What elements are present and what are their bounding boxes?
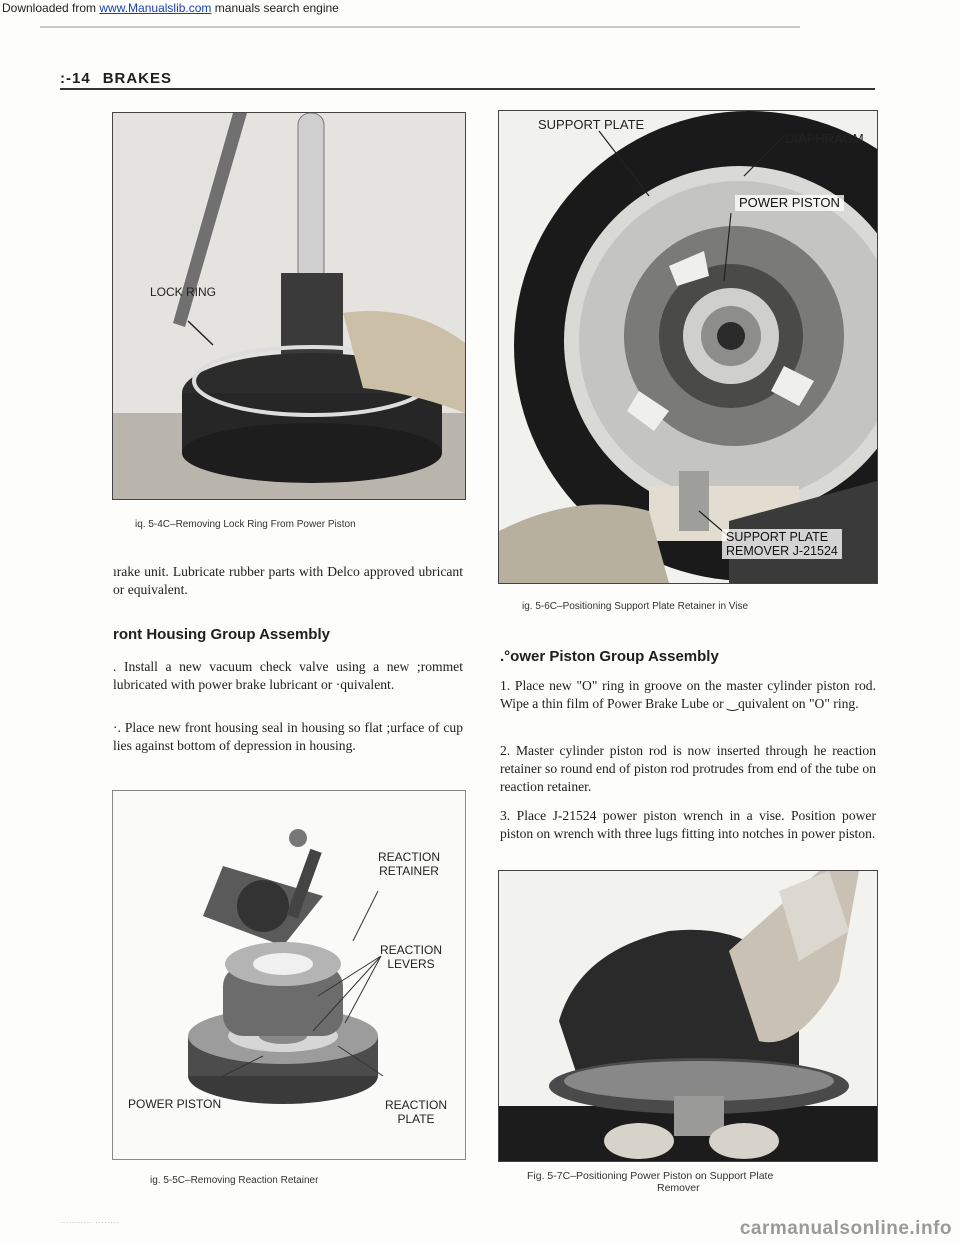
watermark: carmanualsonline.info (739, 1218, 952, 1239)
figure-5-7c-photo (498, 870, 878, 1162)
header-rule (60, 88, 875, 90)
label-reaction-levers-text: REACTION LEVERS (380, 943, 443, 971)
label-reaction-retainer-text: REACTION RETAINER (378, 850, 441, 878)
label-power-piston-5c: POWER PISTON (128, 1097, 222, 1111)
page-footer (0, 1220, 960, 1242)
front-housing-step-1: . Install a new vacuum check valve using a new ;rommet lubricated with power brake lubricant or ·quivalent. (113, 659, 463, 692)
banner-prefix: Downloaded from (2, 1, 100, 15)
label-support-plate-remover (722, 529, 842, 559)
caption-fig-5-7c-line2: Remover (657, 1182, 700, 1194)
label-lock-ring: LOCK RING (150, 285, 217, 299)
label-support-plate-remover-text: SUPPORT PLATE REMOVER J-21524 (726, 530, 838, 558)
caption-fig-5-7c (527, 1170, 773, 1194)
manualslib-link[interactable]: www.Manualslib.com (99, 1, 212, 15)
download-banner (0, 0, 960, 16)
section-title: BRAKES (102, 70, 173, 87)
scan-edge-line (40, 26, 800, 28)
label-reaction-plate (385, 1098, 447, 1126)
power-piston-step-2: 2. Master cylinder piston rod is now inserted through he reaction retainer so round end of piston rod protrudes from end of the tube on reaction retainer. (500, 743, 876, 794)
page-number: :-14 (60, 70, 91, 87)
caption-fig-5-4c: iq. 5-4C–Removing Lock Ring From Power Piston (135, 519, 356, 530)
caption-fig-5-5c: ig. 5-5C–Removing Reaction Retainer (150, 1175, 319, 1186)
page-header (60, 70, 172, 87)
label-power-piston-6c: POWER PISTON (735, 195, 844, 211)
lock-ring-photo (113, 113, 465, 499)
figure-5-6c-photo (498, 110, 878, 584)
banner-suffix: manuals search engine (211, 1, 339, 15)
label-reaction-plate-text: REACTION PLATE (385, 1098, 448, 1126)
label-reaction-levers (380, 943, 442, 971)
caption-fig-5-6c: ig. 5-6C–Positioning Support Plate Retainer in Vise (522, 601, 749, 612)
heading-front-housing: ront Housing Group Assembly (113, 626, 330, 643)
caption-fig-5-7c-line1: Fig. 5-7C–Positioning Power Piston on Support Plate (527, 1170, 774, 1182)
heading-power-piston-group: .°ower Piston Group Assembly (500, 648, 719, 665)
footer-tiny-text: ··········· ········ (60, 1220, 120, 1226)
power-piston-remover-photo (499, 871, 877, 1161)
left-para-continued: ırake unit. Lubricate rubber parts with Delco approved ubricant or equivalent. (113, 564, 463, 597)
power-piston-step-1: 1. Place new "O" ring in groove on the master cylinder piston rod. Wipe a thin film of Power Brake Lube or ‿quivalent on "O" ring. (500, 678, 876, 711)
label-support-plate: SUPPORT PLATE (538, 117, 645, 132)
label-reaction-retainer (378, 850, 440, 878)
figure-5-4c-photo (112, 112, 466, 500)
power-piston-step-3: 3. Place J-21524 power piston wrench in a vise. Position power piston on wrench with three lugs fitting into notches in power piston. (500, 808, 876, 841)
support-plate-photo (499, 111, 877, 583)
label-diaphragm: DIAPHRAGM (785, 131, 864, 146)
front-housing-step-2: ·. Place new front housing seal in housing so flat ;urface of cup lies against bottom of depression in housing. (113, 720, 463, 753)
